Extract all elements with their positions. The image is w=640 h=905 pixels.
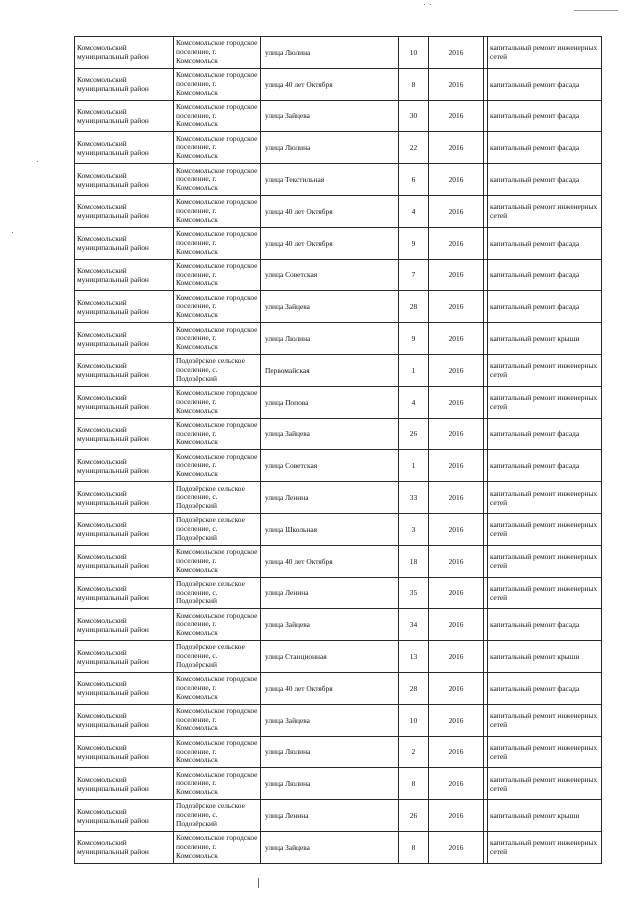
district-cell: Комсомольский муниципальный район bbox=[75, 386, 174, 418]
year-cell: 2016 bbox=[429, 513, 484, 545]
street-cell: улица Зайцева bbox=[261, 609, 399, 641]
street-cell: улица Люлина bbox=[261, 736, 399, 768]
table-row bbox=[75, 609, 602, 641]
house-number-cell: 13 bbox=[399, 641, 429, 673]
district-cell: Комсомольский муниципальный район bbox=[75, 450, 174, 482]
year-cell: 2016 bbox=[429, 545, 484, 577]
work-type-cell: капитальный ремонт инженерных сетей bbox=[488, 195, 602, 227]
settlement-cell: Подозёрское сельское поселение, с. Подозёрский bbox=[174, 577, 261, 609]
settlement-cell: Комсомольское городское поселение, г. Комсомольск bbox=[174, 164, 261, 196]
settlement-cell: Комсомольское городское поселение, г. Комсомольск bbox=[174, 450, 261, 482]
settlement-cell: Комсомольское городское поселение, г. Комсомольск bbox=[174, 768, 261, 800]
street-cell: улица 40 лет Октября bbox=[261, 672, 399, 704]
settlement-cell: Комсомольское городское поселение, г. Комсомольск bbox=[174, 736, 261, 768]
year-cell: 2016 bbox=[429, 768, 484, 800]
work-type-cell: капитальный ремонт фасада bbox=[488, 68, 602, 100]
table-row bbox=[75, 513, 602, 545]
table-row bbox=[75, 132, 602, 164]
work-type-cell: капитальный ремонт фасада bbox=[488, 418, 602, 450]
district-cell: Комсомольский муниципальный район bbox=[75, 513, 174, 545]
street-cell: улица Люлина bbox=[261, 132, 399, 164]
house-number-cell: 30 bbox=[399, 100, 429, 132]
house-number-cell: 10 bbox=[399, 37, 429, 69]
work-type-cell: капитальный ремонт инженерных сетей bbox=[488, 768, 602, 800]
table-row bbox=[75, 291, 602, 323]
work-type-cell: капитальный ремонт инженерных сетей bbox=[488, 736, 602, 768]
street-cell: улица Зайцева bbox=[261, 831, 399, 863]
settlement-cell: Подозёрское сельское поселение, с. Подозёрский bbox=[174, 800, 261, 832]
year-cell: 2016 bbox=[429, 482, 484, 514]
house-number-cell: 9 bbox=[399, 323, 429, 355]
settlement-cell: Комсомольское городское поселение, г. Комсомольск bbox=[174, 37, 261, 69]
house-number-cell: 28 bbox=[399, 672, 429, 704]
table-row bbox=[75, 482, 602, 514]
table-row bbox=[75, 545, 602, 577]
settlement-cell: Комсомольское городское поселение, г. Комсомольск bbox=[174, 132, 261, 164]
house-number-cell: 7 bbox=[399, 259, 429, 291]
year-cell: 2016 bbox=[429, 354, 484, 386]
street-cell: улица Люлина bbox=[261, 37, 399, 69]
year-cell: 2016 bbox=[429, 227, 484, 259]
settlement-cell: Комсомольское городское поселение, г. Комсомольск bbox=[174, 386, 261, 418]
district-cell: Комсомольский муниципальный район bbox=[75, 482, 174, 514]
table-row bbox=[75, 736, 602, 768]
settlement-cell: Комсомольское городское поселение, г. Комсомольск bbox=[174, 418, 261, 450]
district-cell: Комсомольский муниципальный район bbox=[75, 418, 174, 450]
house-number-cell: 8 bbox=[399, 768, 429, 800]
table-row bbox=[75, 418, 602, 450]
work-type-cell: капитальный ремонт инженерных сетей bbox=[488, 513, 602, 545]
year-cell: 2016 bbox=[429, 68, 484, 100]
street-cell: улица Люлина bbox=[261, 323, 399, 355]
scan-dot bbox=[12, 232, 13, 233]
house-number-cell: 1 bbox=[399, 450, 429, 482]
work-type-cell: капитальный ремонт фасада bbox=[488, 450, 602, 482]
work-type-cell: капитальный ремонт инженерных сетей bbox=[488, 386, 602, 418]
street-cell: улица Зайцева bbox=[261, 100, 399, 132]
year-cell: 2016 bbox=[429, 132, 484, 164]
work-type-cell: капитальный ремонт крыши bbox=[488, 323, 602, 355]
work-type-cell: капитальный ремонт инженерных сетей bbox=[488, 37, 602, 69]
table-row bbox=[75, 577, 602, 609]
house-number-cell: 22 bbox=[399, 132, 429, 164]
year-cell: 2016 bbox=[429, 37, 484, 69]
district-cell: Комсомольский муниципальный район bbox=[75, 768, 174, 800]
year-cell: 2016 bbox=[429, 672, 484, 704]
work-type-cell: капитальный ремонт фасада bbox=[488, 227, 602, 259]
year-cell: 2016 bbox=[429, 704, 484, 736]
district-cell: Комсомольский муниципальный район bbox=[75, 100, 174, 132]
work-type-cell: капитальный ремонт фасада bbox=[488, 132, 602, 164]
street-cell: улица 40 лет Октября bbox=[261, 195, 399, 227]
table-row bbox=[75, 164, 602, 196]
table-body bbox=[75, 37, 602, 864]
work-type-cell: капитальный ремонт крыши bbox=[488, 800, 602, 832]
street-cell: улица Ленина bbox=[261, 577, 399, 609]
settlement-cell: Комсомольское городское поселение, г. Комсомольск bbox=[174, 227, 261, 259]
street-cell: улица Ленина bbox=[261, 800, 399, 832]
district-cell: Комсомольский муниципальный район bbox=[75, 736, 174, 768]
district-cell: Комсомольский муниципальный район bbox=[75, 259, 174, 291]
house-number-cell: 34 bbox=[399, 609, 429, 641]
district-cell: Комсомольский муниципальный район bbox=[75, 577, 174, 609]
settlement-cell: Комсомольское городское поселение, г. Комсомольск bbox=[174, 609, 261, 641]
table-row bbox=[75, 227, 602, 259]
street-cell: улица Советская bbox=[261, 259, 399, 291]
table-row bbox=[75, 386, 602, 418]
scan-line-top-right bbox=[574, 10, 618, 11]
street-cell: улица 40 лет Октября bbox=[261, 545, 399, 577]
district-cell: Комсомольский муниципальный район bbox=[75, 641, 174, 673]
housing-repair-table bbox=[74, 36, 602, 864]
district-cell: Комсомольский муниципальный район bbox=[75, 672, 174, 704]
street-cell: улица Советская bbox=[261, 450, 399, 482]
street-cell: улица Станционная bbox=[261, 641, 399, 673]
street-cell: улица Школьная bbox=[261, 513, 399, 545]
year-cell: 2016 bbox=[429, 641, 484, 673]
street-cell: улица Текстильная bbox=[261, 164, 399, 196]
table-row bbox=[75, 195, 602, 227]
settlement-cell: Подозёрское сельское поселение, с. Подозёрский bbox=[174, 513, 261, 545]
district-cell: Комсомольский муниципальный район bbox=[75, 704, 174, 736]
street-cell: улица Зайцева bbox=[261, 291, 399, 323]
work-type-cell: капитальный ремонт фасада bbox=[488, 259, 602, 291]
table-row bbox=[75, 259, 602, 291]
year-cell: 2016 bbox=[429, 418, 484, 450]
house-number-cell: 8 bbox=[399, 831, 429, 863]
settlement-cell: Комсомольское городское поселение, г. Комсомольск bbox=[174, 831, 261, 863]
page-tick bbox=[258, 878, 259, 888]
house-number-cell: 8 bbox=[399, 68, 429, 100]
district-cell: Комсомольский муниципальный район bbox=[75, 164, 174, 196]
house-number-cell: 2 bbox=[399, 736, 429, 768]
work-type-cell: капитальный ремонт инженерных сетей bbox=[488, 831, 602, 863]
year-cell: 2016 bbox=[429, 323, 484, 355]
house-number-cell: 10 bbox=[399, 704, 429, 736]
year-cell: 2016 bbox=[429, 195, 484, 227]
settlement-cell: Комсомольское городское поселение, г. Комсомольск bbox=[174, 323, 261, 355]
district-cell: Комсомольский муниципальный район bbox=[75, 800, 174, 832]
house-number-cell: 28 bbox=[399, 291, 429, 323]
settlement-cell: Подозёрское сельское поселение, с. Подозёрский bbox=[174, 641, 261, 673]
street-cell: улица 40 лет Октября bbox=[261, 227, 399, 259]
table-row bbox=[75, 800, 602, 832]
work-type-cell: капитальный ремонт фасада bbox=[488, 609, 602, 641]
year-cell: 2016 bbox=[429, 736, 484, 768]
scan-dot bbox=[37, 161, 38, 162]
work-type-cell: капитальный ремонт фасада bbox=[488, 291, 602, 323]
year-cell: 2016 bbox=[429, 450, 484, 482]
table-row bbox=[75, 768, 602, 800]
house-number-cell: 33 bbox=[399, 482, 429, 514]
house-number-cell: 4 bbox=[399, 386, 429, 418]
year-cell: 2016 bbox=[429, 831, 484, 863]
year-cell: 2016 bbox=[429, 386, 484, 418]
year-cell: 2016 bbox=[429, 100, 484, 132]
work-type-cell: капитальный ремонт крыши bbox=[488, 641, 602, 673]
street-cell: улица Люлина bbox=[261, 768, 399, 800]
house-number-cell: 4 bbox=[399, 195, 429, 227]
table-row bbox=[75, 68, 602, 100]
street-cell: улица Зайцева bbox=[261, 418, 399, 450]
table-row bbox=[75, 100, 602, 132]
scan-dot bbox=[424, 4, 425, 5]
house-number-cell: 18 bbox=[399, 545, 429, 577]
house-number-cell: 6 bbox=[399, 164, 429, 196]
table-row bbox=[75, 641, 602, 673]
street-cell: улица Ленина bbox=[261, 482, 399, 514]
district-cell: Комсомольский муниципальный район bbox=[75, 227, 174, 259]
district-cell: Комсомольский муниципальный район bbox=[75, 545, 174, 577]
table-row bbox=[75, 323, 602, 355]
house-number-cell: 35 bbox=[399, 577, 429, 609]
year-cell: 2016 bbox=[429, 609, 484, 641]
settlement-cell: Подозёрское сельское поселение, с. Подозёрский bbox=[174, 482, 261, 514]
district-cell: Комсомольский муниципальный район bbox=[75, 291, 174, 323]
settlement-cell: Комсомольское городское поселение, г. Комсомольск bbox=[174, 672, 261, 704]
table-row bbox=[75, 354, 602, 386]
house-number-cell: 3 bbox=[399, 513, 429, 545]
work-type-cell: капитальный ремонт инженерных сетей bbox=[488, 545, 602, 577]
settlement-cell: Комсомольское городское поселение, г. Комсомольск bbox=[174, 68, 261, 100]
settlement-cell: Комсомольское городское поселение, г. Комсомольск bbox=[174, 195, 261, 227]
table-row bbox=[75, 704, 602, 736]
work-type-cell: капитальный ремонт инженерных сетей bbox=[488, 354, 602, 386]
table-row bbox=[75, 450, 602, 482]
house-number-cell: 1 bbox=[399, 354, 429, 386]
district-cell: Комсомольский муниципальный район bbox=[75, 609, 174, 641]
scan-dot bbox=[430, 4, 431, 5]
work-type-cell: капитальный ремонт инженерных сетей bbox=[488, 704, 602, 736]
work-type-cell: капитальный ремонт фасада bbox=[488, 100, 602, 132]
settlement-cell: Комсомольское городское поселение, г. Комсомольск bbox=[174, 545, 261, 577]
street-cell: улица Попова bbox=[261, 386, 399, 418]
table-row bbox=[75, 672, 602, 704]
work-type-cell: капитальный ремонт инженерных сетей bbox=[488, 482, 602, 514]
district-cell: Комсомольский муниципальный район bbox=[75, 831, 174, 863]
street-cell: улица Зайцева bbox=[261, 704, 399, 736]
settlement-cell: Комсомольское городское поселение, г. Комсомольск bbox=[174, 291, 261, 323]
district-cell: Комсомольский муниципальный район bbox=[75, 132, 174, 164]
district-cell: Комсомольский муниципальный район bbox=[75, 323, 174, 355]
settlement-cell: Комсомольское городское поселение, г. Комсомольск bbox=[174, 100, 261, 132]
work-type-cell: капитальный ремонт фасада bbox=[488, 164, 602, 196]
table-row bbox=[75, 37, 602, 69]
year-cell: 2016 bbox=[429, 259, 484, 291]
house-number-cell: 26 bbox=[399, 418, 429, 450]
year-cell: 2016 bbox=[429, 800, 484, 832]
house-number-cell: 26 bbox=[399, 800, 429, 832]
work-type-cell: капитальный ремонт фасада bbox=[488, 672, 602, 704]
settlement-cell: Комсомольское городское поселение, г. Комсомольск bbox=[174, 259, 261, 291]
year-cell: 2016 bbox=[429, 577, 484, 609]
year-cell: 2016 bbox=[429, 164, 484, 196]
street-cell: улица 40 лет Октября bbox=[261, 68, 399, 100]
table-row bbox=[75, 831, 602, 863]
street-cell: Первомайская bbox=[261, 354, 399, 386]
settlement-cell: Комсомольское городское поселение, г. Комсомольск bbox=[174, 704, 261, 736]
district-cell: Комсомольский муниципальный район bbox=[75, 354, 174, 386]
house-number-cell: 9 bbox=[399, 227, 429, 259]
settlement-cell: Подозёрское сельское поселение, с. Подозёрский bbox=[174, 354, 261, 386]
district-cell: Комсомольский муниципальный район bbox=[75, 195, 174, 227]
year-cell: 2016 bbox=[429, 291, 484, 323]
district-cell: Комсомольский муниципальный район bbox=[75, 37, 174, 69]
work-type-cell: капитальный ремонт инженерных сетей bbox=[488, 577, 602, 609]
district-cell: Комсомольский муниципальный район bbox=[75, 68, 174, 100]
